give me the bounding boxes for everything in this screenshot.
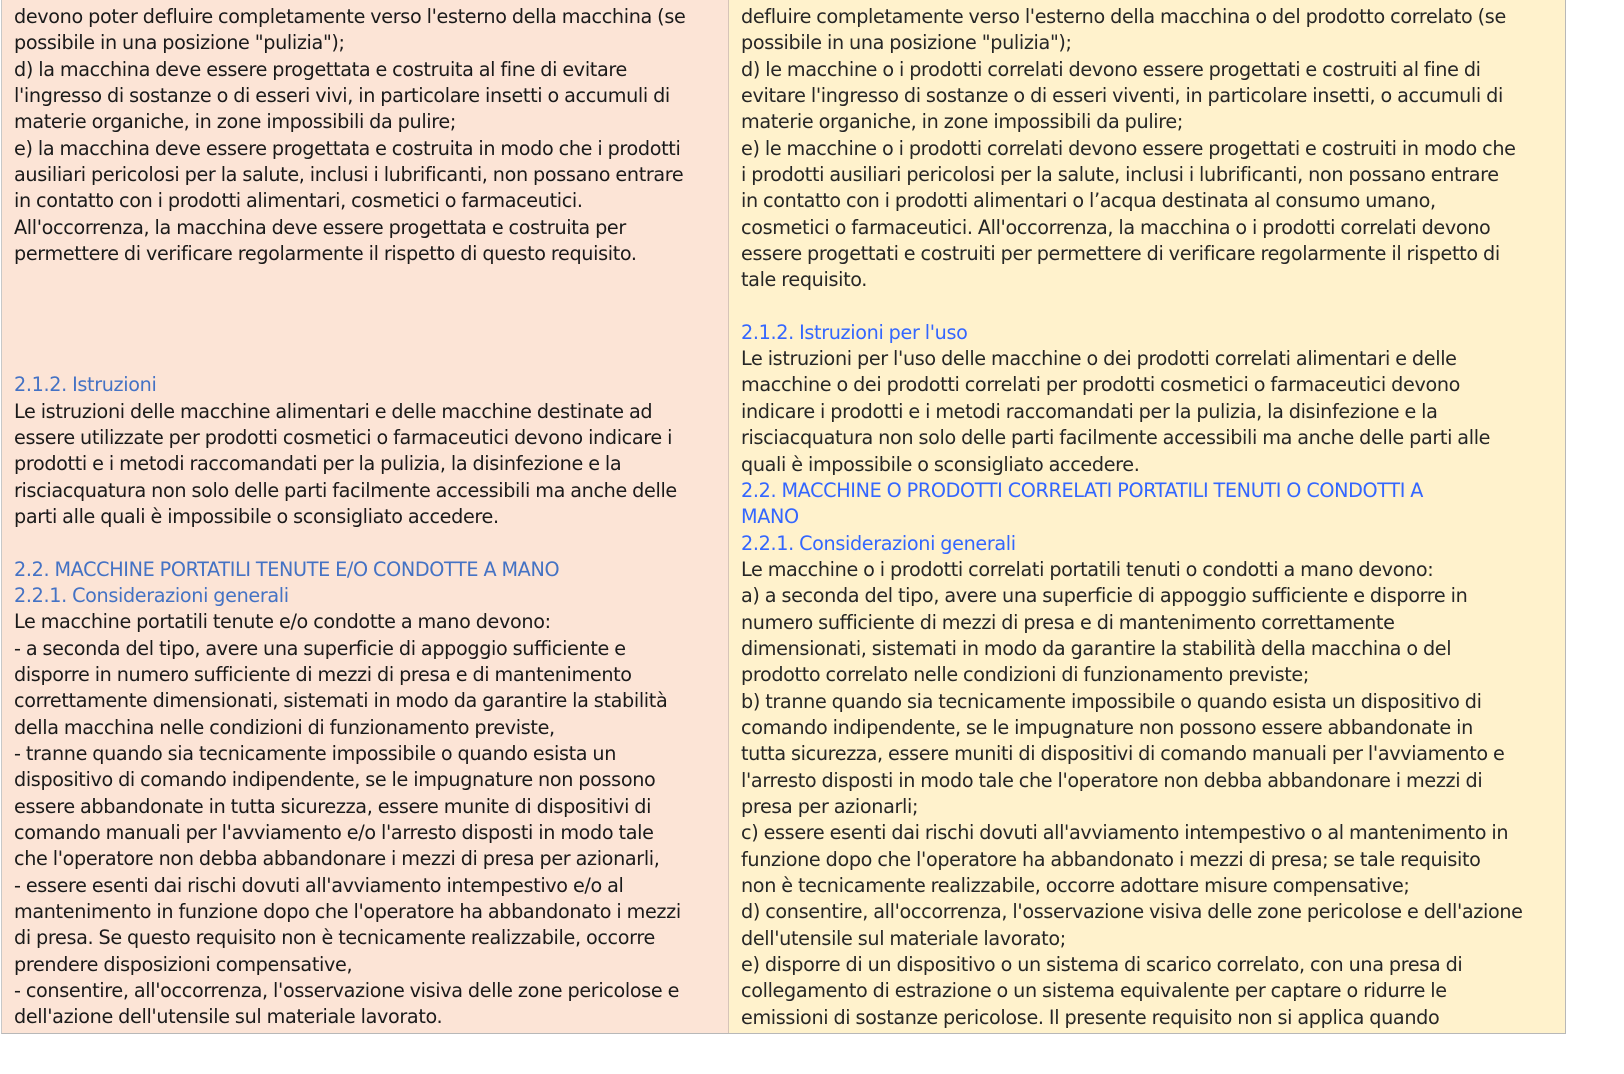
section-heading-2-1-2: 2.1.2. Istruzioni bbox=[14, 373, 157, 397]
text-line: non è tecnicamente realizzabile, occorre adottare misure compensative; bbox=[741, 874, 1410, 897]
text-line: dispositivo di comando indipendente, se le impugnature non possono bbox=[14, 768, 656, 792]
text-line: evitare l'ingresso di sostanze o di esseri viventi, in particolare insetti, o accumuli di bbox=[741, 84, 1503, 108]
section-heading-2-2: 2.2. MACCHINE O PRODOTTI CORRELATI PORTATILI TENUTI O CONDOTTI A bbox=[741, 478, 1424, 502]
text-line: essere utilizzate per prodotti cosmetici o farmaceutici devono indicare i bbox=[14, 426, 673, 450]
text-line: tutta sicurezza, essere muniti di dispositivi di comando manuali per l'avviamento e bbox=[741, 742, 1505, 766]
text-line: risciacquatura non solo delle parti facilmente accessibili ma anche delle bbox=[14, 478, 677, 502]
text-line: dell'azione dell'utensile sul materiale lavorato. bbox=[14, 1005, 443, 1029]
text-line: in contatto con i prodotti alimentari o l’acqua destinata al consumo umano, bbox=[741, 189, 1436, 213]
text-line: dimensionati, sistemati in modo da garantire la stabilità della macchina o del bbox=[741, 636, 1452, 660]
text-line: materie organiche, in zone impossibili da pulire; bbox=[741, 110, 1183, 134]
text-line: d) le macchine o i prodotti correlati devono essere progettati e costruiti al fine di bbox=[741, 57, 1481, 81]
text-line: disporre in numero sufficiente di mezzi di presa e di mantenimento bbox=[14, 662, 632, 686]
right-column-new-text bbox=[729, 0, 1565, 1033]
text-line: prendere disposizioni compensative, bbox=[14, 952, 353, 976]
text-line: - consentire, all'occorrenza, l'osservazione visiva delle zone pericolose e bbox=[14, 979, 680, 1002]
text-line: possibile in una posizione "pulizia"); bbox=[741, 31, 1072, 55]
text-line: della macchina nelle condizioni di funzionamento previste, bbox=[14, 715, 555, 739]
text-line: correttamente dimensionati, sistemati in modo da garantire la stabilità bbox=[14, 689, 668, 713]
text-line: macchine o dei prodotti correlati per prodotti cosmetici o farmaceutici devono bbox=[741, 373, 1461, 397]
section-heading-2-2-cont: MANO bbox=[741, 505, 799, 529]
text-line: d) la macchina deve essere progettata e costruita al fine di evitare bbox=[14, 57, 627, 81]
text-line: permettere di verificare regolarmente il rispetto di questo requisito. bbox=[14, 242, 637, 266]
text-line: comando indipendente, se le impugnature non possono essere abbandonate in bbox=[741, 715, 1473, 739]
section-heading-2-1-2: 2.1.2. Istruzioni per l'uso bbox=[741, 320, 968, 344]
text-line: All'occorrenza, la macchina deve essere progettata e costruita per bbox=[14, 215, 626, 239]
text-line: collegamento di estrazione o un sistema equivalente per captare o ridurre le bbox=[741, 979, 1447, 1003]
text-line: essere progettati e costruiti per permettere di verificare regolarmente il rispetto di bbox=[741, 242, 1500, 266]
text-line: devono poter defluire completamente verso l'esterno della macchina (se bbox=[14, 5, 686, 28]
text-line: dell'utensile sul materiale lavorato; bbox=[741, 926, 1066, 950]
text-line: e) le macchine o i prodotti correlati devono essere progettati e costruiti in modo che bbox=[741, 136, 1516, 160]
text-line: d) consentire, all'occorrenza, l'osservazione visiva delle zone pericolose e dell'azione bbox=[741, 900, 1523, 924]
left-column-old-text bbox=[2, 0, 729, 1033]
text-line: defluire completamente verso l'esterno della macchina o del prodotto correlato (se bbox=[741, 5, 1506, 28]
text-line: tale requisito. bbox=[741, 268, 868, 292]
text-line: Le istruzioni per l'uso delle macchine o dei prodotti correlati alimentari e delle bbox=[741, 347, 1457, 371]
text-line: e) disporre di un dispositivo o un sistema di scarico correlato, con una presa di bbox=[741, 953, 1463, 977]
text-line: i prodotti ausiliari pericolosi per la salute, inclusi i lubrificanti, non possano entrare bbox=[741, 163, 1499, 187]
text-line: Le macchine o i prodotti correlati portatili tenuti o condotti a mano devono: bbox=[741, 557, 1434, 581]
text-line: - essere esenti dai rischi dovuti all'avviamento intempestivo e/o al bbox=[14, 873, 624, 897]
text-line: prodotti e i metodi raccomandati per la pulizia, la disinfezione e la bbox=[14, 452, 622, 476]
text-line: numero sufficiente di mezzi di presa e di mantenimento correttamente bbox=[741, 610, 1395, 634]
text-line: prodotto correlato nelle condizioni di funzionamento previste; bbox=[741, 663, 1309, 687]
text-line: - tranne quando sia tecnicamente impossibile o quando esista un bbox=[14, 741, 617, 765]
text-line: in contatto con i prodotti alimentari, cosmetici o farmaceutici. bbox=[14, 189, 583, 213]
text-line: che l'operatore non debba abbandonare i mezzi di presa per azionarli, bbox=[14, 847, 660, 871]
text-line: funzione dopo che l'operatore ha abbandonato i mezzi di presa; se tale requisito bbox=[741, 847, 1481, 871]
text-line: materie organiche, in zone impossibili da pulire; bbox=[14, 110, 456, 134]
section-heading-2-2-1: 2.2.1. Considerazioni generali bbox=[741, 531, 1016, 555]
section-heading-2-2: 2.2. MACCHINE PORTATILI TENUTE E/O CONDOTTE A MANO bbox=[14, 557, 560, 581]
text-line: possibile in una posizione "pulizia"); bbox=[14, 31, 345, 55]
text-line: indicare i prodotti e i metodi raccomandati per la pulizia, la disinfezione e la bbox=[741, 399, 1438, 423]
text-line: quali è impossibile o sconsigliato accedere. bbox=[741, 452, 1140, 476]
text-line: di presa. Se questo requisito non è tecnicamente realizzabile, occorre bbox=[14, 926, 655, 950]
text-line: b) tranne quando sia tecnicamente impossibile o quando esista un dispositivo di bbox=[741, 689, 1482, 713]
text-line: parti alle quali è impossibile o sconsigliato accedere. bbox=[14, 505, 499, 529]
text-line: comando manuali per l'avviamento e/o l'arresto disposti in modo tale bbox=[14, 820, 654, 844]
text-line: cosmetici o farmaceutici. All'occorrenza, la macchina o i prodotti correlati devono bbox=[741, 215, 1491, 239]
text-line: Le macchine portatili tenute e/o condotte a mano devono: bbox=[14, 610, 551, 634]
text-line: - a seconda del tipo, avere una superficie di appoggio sufficiente e bbox=[14, 636, 626, 660]
text-line: presa per azionarli; bbox=[741, 794, 919, 818]
text-line: risciacquatura non solo delle parti facilmente accessibili ma anche delle parti alle bbox=[741, 426, 1491, 450]
blank-space bbox=[741, 294, 1557, 320]
text-line: emissioni di sostanze pericolose. Il presente requisito non si applica quando bbox=[741, 1005, 1440, 1029]
text-line: e) la macchina deve essere progettata e costruita in modo che i prodotti bbox=[14, 136, 681, 160]
text-line: mantenimento in funzione dopo che l'operatore ha abbandonato i mezzi bbox=[14, 899, 681, 923]
text-line: ausiliari pericolosi per la salute, inclusi i lubrificanti, non possano entrare bbox=[14, 163, 684, 187]
text-line: essere abbandonate in tutta sicurezza, essere munite di dispositivi di bbox=[14, 794, 652, 818]
text-line: l'ingresso di sostanze o di esseri vivi, in particolare insetti o accumuli di bbox=[14, 84, 670, 108]
section-heading-2-2-1: 2.2.1. Considerazioni generali bbox=[14, 583, 289, 607]
comparison-table bbox=[1, 0, 1566, 1034]
text-line: a) a seconda del tipo, avere una superficie di appoggio sufficiente e disporre in bbox=[741, 584, 1468, 608]
text-line: Le istruzioni delle macchine alimentari e delle macchine destinate ad bbox=[14, 399, 653, 423]
text-line: c) essere esenti dai rischi dovuti all'avviamento intempestivo o al mantenimento in bbox=[741, 821, 1509, 845]
blank-space bbox=[14, 267, 720, 372]
text-line: l'arresto disposti in modo tale che l'operatore non debba abbandonare i mezzi di bbox=[741, 768, 1483, 792]
blank-space bbox=[14, 531, 720, 557]
